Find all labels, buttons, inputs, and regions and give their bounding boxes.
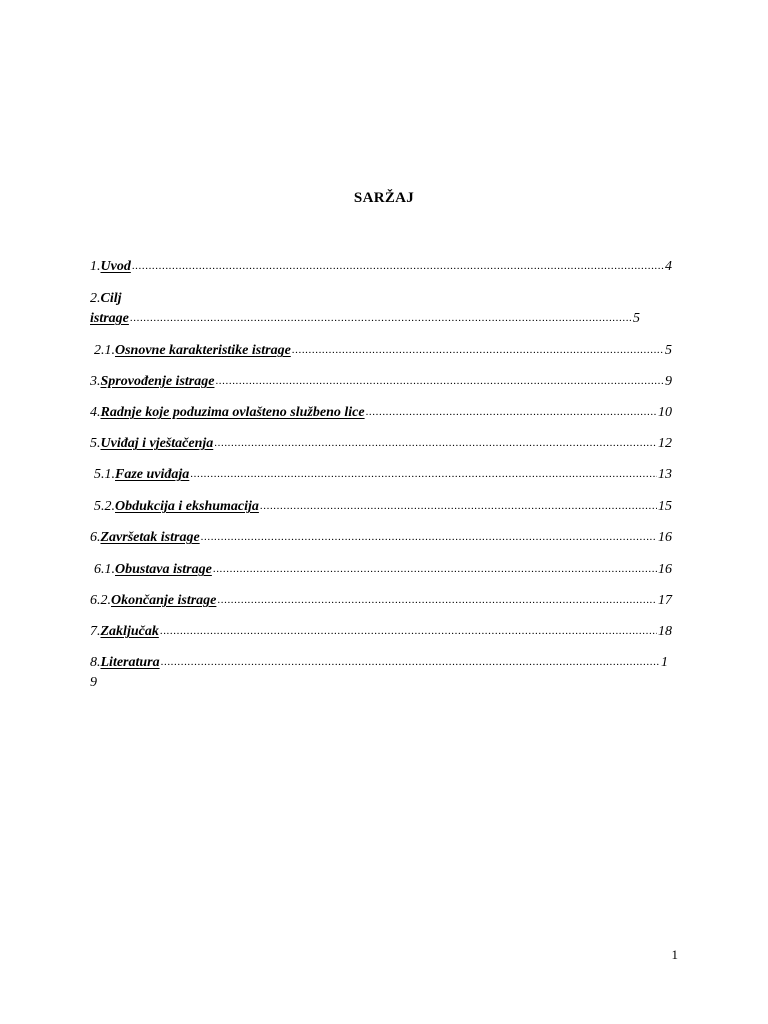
toc-entry-uvod	[90, 258, 672, 276]
toc-dot-leader	[260, 497, 657, 515]
toc-entry-obdukcija	[90, 498, 672, 516]
toc-entry-page: 4	[665, 259, 672, 274]
toc-entry-number: 6.	[90, 530, 101, 545]
toc-dot-leader	[132, 257, 664, 275]
toc-entry-number: 2.1.	[94, 343, 115, 358]
toc-entry-cilj-line2	[90, 310, 640, 328]
toc-entry-page: 5	[633, 311, 640, 326]
toc-dot-leader	[214, 434, 657, 452]
page-title: SARŽAJ	[353, 190, 415, 206]
toc-entry-page: 9	[665, 374, 672, 389]
toc-entry-page: 1	[661, 655, 668, 670]
toc-entry-number: 6.1.	[94, 562, 115, 577]
toc-entry-okoncanje	[90, 592, 672, 610]
toc-dot-leader	[160, 622, 657, 640]
toc-entry-zavrsetak	[90, 529, 672, 547]
toc-dot-leader	[292, 341, 664, 359]
toc-entry-radnje	[90, 404, 672, 422]
toc-dot-leader	[215, 372, 664, 390]
toc-dot-leader	[217, 591, 657, 609]
toc-entry-label: Završetak istrage	[100, 530, 200, 545]
toc-entry-uvidjaj	[90, 435, 672, 453]
toc-entry-page-wrapped: 9	[90, 675, 97, 690]
toc-dot-leader	[161, 653, 660, 671]
toc-dot-leader	[130, 309, 632, 327]
toc-entry-number: 1.	[90, 259, 101, 274]
toc-entry-number: 8.	[90, 655, 101, 670]
toc-entry-label: Osnovne karakteristike istrage	[115, 343, 291, 358]
toc-entry-number: 3.	[90, 374, 101, 389]
toc-entry-label: Sprovođenje istrage	[100, 374, 215, 389]
toc-entry-zakljucak	[90, 623, 672, 641]
toc-entry-label: Radnje koje poduzima ovlašteno službeno lice	[100, 405, 365, 420]
toc-entry-faze-uvidjaja	[90, 466, 672, 484]
toc-entry-number: 4.	[90, 405, 101, 420]
toc-entry-osnovne-karakteristike	[90, 342, 672, 360]
toc-entry-page: 15	[658, 499, 672, 514]
toc-entry-cilj-line1	[90, 290, 122, 308]
toc-entry-label: Zaključak	[100, 624, 159, 639]
toc-entry-number: 5.	[90, 436, 101, 451]
page-number: 1	[671, 947, 678, 962]
toc-dot-leader	[213, 560, 657, 578]
toc-entry-page: 17	[658, 593, 672, 608]
toc-dot-leader	[201, 528, 657, 546]
toc-entry-label: Literatura	[100, 655, 160, 670]
toc-entry-number: 6.2.	[90, 593, 111, 608]
toc-entry-page: 12	[658, 436, 672, 451]
toc-entry-sprovodjenje	[90, 373, 672, 391]
toc-dot-leader	[366, 403, 657, 421]
toc-dot-leader	[190, 465, 657, 483]
toc-entry-page: 10	[658, 405, 672, 420]
toc-entry-label: Okončanje istrage	[111, 593, 217, 608]
toc-entry-obustava	[90, 561, 672, 579]
toc-entry-label: Obdukcija i ekshumacija	[115, 499, 259, 514]
toc-entry-page: 16	[658, 530, 672, 545]
toc-entry-page: 5	[665, 343, 672, 358]
toc-entry-label: Uvod	[100, 259, 131, 274]
toc-entry-label: Obustava istrage	[115, 562, 212, 577]
toc-entry-number: 5.2.	[94, 499, 115, 514]
toc-entry-label: Cilj	[100, 291, 122, 306]
toc-entry-number: 5.1.	[94, 467, 115, 482]
toc-entry-label: Uviđaj i vještačenja	[100, 436, 214, 451]
toc-entry-page: 13	[658, 467, 672, 482]
toc-entry-number: 7.	[90, 624, 101, 639]
toc-entry-literatura	[90, 654, 668, 672]
toc-entry-label: Faze uviđaja	[115, 467, 190, 482]
toc-entry-page: 16	[658, 562, 672, 577]
toc-entry-number: 2.	[90, 291, 101, 306]
toc-entry-label-continued: istrage	[90, 311, 129, 326]
toc-entry-page: 18	[658, 624, 672, 639]
